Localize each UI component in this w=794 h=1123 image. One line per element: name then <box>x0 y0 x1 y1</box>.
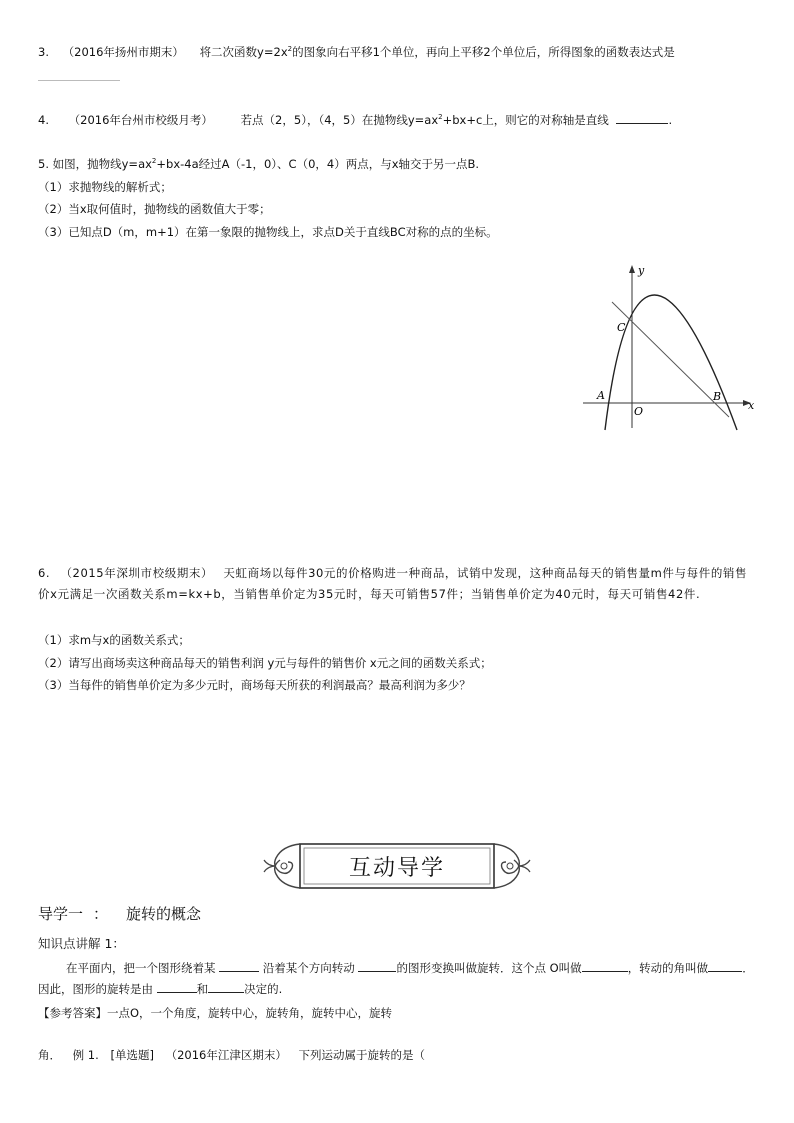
question-text: 天虹商场以每件30元的价格购进一种商品，试销中发现，这种商品每天的销售量m件与每件的销售价x元满足一次函数关系m=kx+b，当销售单价定为35元时，每天可销售57件；当销售单价定为40元时，每天可销售42件. <box>38 566 748 601</box>
knowledge-point-label: 知识点讲解 1： <box>38 936 125 951</box>
question-5-part-2: （2）当x取何值时，抛物线的函数值大于零； <box>38 202 271 216</box>
point-c-label: C <box>617 321 626 334</box>
reference-answer-text: 一点O，一个角度，旋转中心，旋转角，旋转中心，旋转 <box>107 1006 393 1020</box>
example-type: [单选题] <box>110 1048 154 1062</box>
question-6-part-3: （3）当每件的销售单价定为多少元时，商场每天所获的利润最高？最高利润为多少？ <box>38 678 471 692</box>
question-6 <box>38 563 756 605</box>
period: . <box>668 113 673 127</box>
question-text-cont: +bx-4a经过A（-1，0）、C（0，4）两点，与x轴交于另一点B. <box>156 157 480 171</box>
origin-label: O <box>634 405 644 418</box>
question-6-part-2: （2）请写出商场卖这种商品每天的销售利润 y元与每件的销售价 x元之间的函数关系式； <box>38 656 492 670</box>
concept-paragraph <box>38 958 756 1000</box>
concept-text-6: 和 <box>196 982 209 996</box>
fill-blank-2 <box>358 959 396 972</box>
section-label: 导学一 <box>38 905 84 923</box>
example-prefix: 角． <box>38 1048 61 1062</box>
y-axis-label: y <box>638 264 645 277</box>
concept-text-5: ．因此，图形的旋转是由 <box>38 961 754 996</box>
question-source: （2016年台州市校级月考） <box>68 113 213 127</box>
example-label: 例 1. <box>72 1048 99 1062</box>
banner-title: 互动导学 <box>348 855 445 881</box>
section-separator: ： <box>93 905 109 923</box>
question-source: （2016年扬州市期末） <box>62 45 184 59</box>
fill-blank-4 <box>708 959 742 972</box>
example-1 <box>38 1047 425 1063</box>
concept-text-4: ，转动的角叫做 <box>627 961 709 975</box>
question-6-part-1: （1）求m与x的函数关系式； <box>38 633 190 647</box>
section-heading <box>38 904 201 924</box>
reference-answer-label: 【参考答案】 <box>38 1006 107 1020</box>
question-text: 若点（2，5），（4，5）在抛物线y=ax <box>240 113 439 127</box>
question-source: （2015年深圳市校级期末） <box>60 566 214 580</box>
concept-text-1: 在平面内，把一个图形绕着某 <box>66 961 216 975</box>
question-number: 6. <box>38 566 51 580</box>
exponent: 2 <box>438 113 443 122</box>
question-number: 3. <box>38 45 49 59</box>
parabola-figure <box>575 260 765 440</box>
concept-text-7: 决定的. <box>244 982 283 996</box>
reference-answer <box>38 1005 392 1021</box>
question-3 <box>38 44 675 60</box>
example-text: 下列运动属于旋转的是（ <box>298 1048 426 1062</box>
question-text: 将二次函数y=2x <box>199 45 288 59</box>
section-title: 旋转的概念 <box>126 905 202 923</box>
line-bc <box>612 302 729 417</box>
question-text-cont: +bx+c上，则它的对称轴是直线 <box>442 113 609 127</box>
question-5-stem <box>38 156 479 172</box>
exponent: 2 <box>287 45 293 54</box>
point-b-label: B <box>713 390 722 403</box>
y-axis-arrow <box>629 265 635 273</box>
question-4 <box>38 111 672 128</box>
concept-text-2: 沿着某个方向转动 <box>262 961 355 975</box>
concept-text-3: 的图形变换叫做旋转．这个点 O叫做 <box>396 961 582 975</box>
answer-blank-line <box>38 80 120 81</box>
question-text: 5. 如图，抛物线y=ax <box>38 157 152 171</box>
question-text-cont: 的图象向右平移1个单位，再向上平移2个单位后，所得图象的函数表达式是 <box>292 45 675 59</box>
fill-blank-3 <box>582 959 628 972</box>
fill-blank-6 <box>208 980 244 993</box>
fill-blank-1 <box>219 959 259 972</box>
question-number: 4. <box>38 113 49 127</box>
x-axis-label: x <box>748 399 755 412</box>
point-a-label: A <box>597 389 605 402</box>
question-5-part-3: （3）已知点D（m，m+1）在第一象限的抛物线上，求点D关于直线BC对称的点的坐标。 <box>38 225 498 239</box>
fill-blank-5 <box>157 980 197 993</box>
question-5-part-1: （1）求抛物线的解析式； <box>38 180 172 194</box>
example-source: （2016年江津区期末） <box>165 1048 287 1062</box>
exponent: 2 <box>151 157 157 166</box>
answer-blank <box>616 111 668 124</box>
